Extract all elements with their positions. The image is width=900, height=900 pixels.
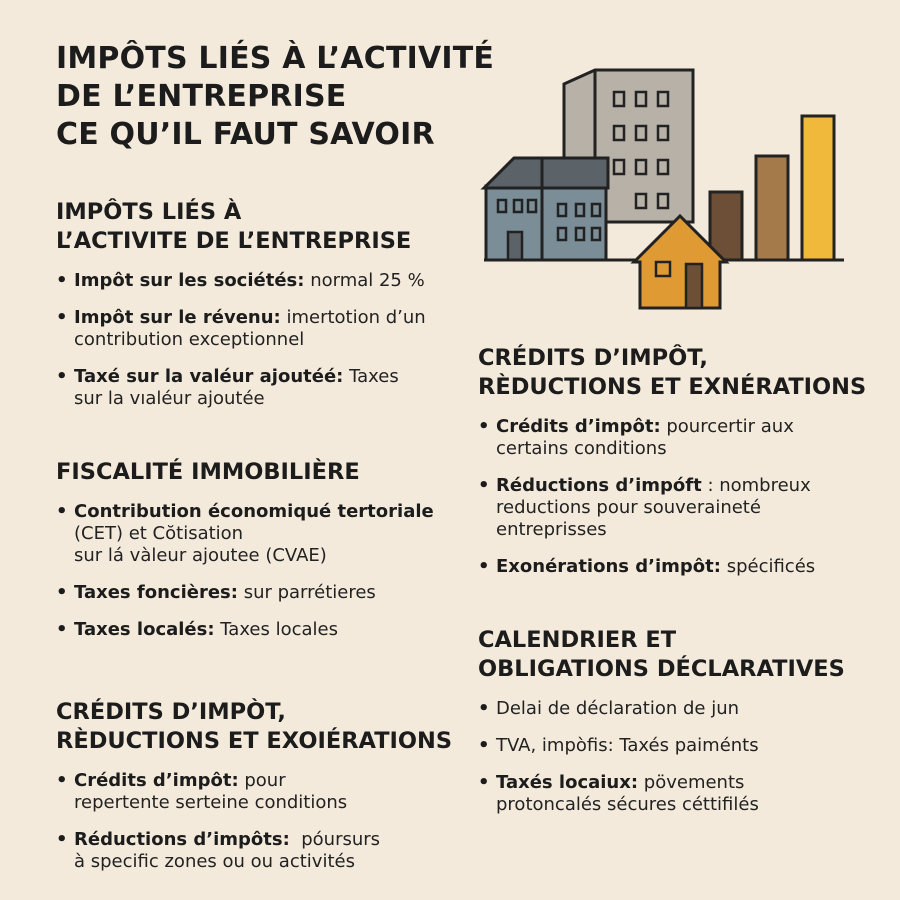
- heading-line: RÈDUCTIONS ET EXNÉRATIONS: [478, 374, 867, 400]
- bullet-list: [56, 501, 434, 641]
- page-title-line-3: CE QU’IL FAUT SAVOIR: [56, 117, 435, 152]
- item-desc: contribution exceptionnel: [74, 329, 305, 350]
- item-desc: sur la vıaléur ajoutée: [74, 388, 265, 409]
- section-calendrier: [478, 626, 845, 831]
- heading-line: L’ACTIVITE DE L’ENTREPRISE: [56, 228, 412, 254]
- item-label: Taxes foncières:: [74, 582, 238, 603]
- list-item: [478, 772, 845, 816]
- item-label: Réductions d’impóft: [496, 475, 702, 496]
- item-label: Contribution économiqué tertoriale: [74, 501, 434, 522]
- item-desc: : nombreux: [701, 475, 811, 496]
- item-desc: imertotion d’un: [280, 307, 426, 328]
- bullet-list: [478, 416, 866, 578]
- heading-line: CALENDRIER ET: [478, 627, 677, 653]
- item-desc: Taxes: [343, 366, 399, 387]
- item-desc: reductions pour souveraineté: [496, 497, 761, 518]
- page-title-line-2: DE L’ENTREPRISE: [56, 79, 347, 114]
- heading-line: IMPÔTS LIÉS À: [56, 199, 242, 225]
- item-desc: à specific zones ou ou activités: [74, 851, 355, 872]
- item-desc: pövements: [638, 772, 745, 793]
- section-heading: [56, 198, 426, 256]
- list-item: [56, 270, 426, 292]
- list-item: [478, 416, 866, 460]
- item-desc: póursurs: [289, 829, 381, 850]
- item-label: Réductions d’impôts:: [74, 829, 290, 850]
- list-item: [56, 829, 452, 873]
- section-heading: [56, 458, 434, 487]
- item-desc: pour: [238, 770, 286, 791]
- bullet-list: [478, 698, 845, 816]
- heading-line: CRÉDITS D’IMPÔT,: [478, 345, 708, 371]
- section-fiscalite-immobiliere: [56, 458, 434, 656]
- item-desc: sur lá vàleur ajoutee (CVAE): [74, 545, 327, 566]
- list-item: [56, 770, 452, 814]
- item-label: Impôt sur les sociétés:: [74, 270, 305, 291]
- list-item: [478, 475, 866, 541]
- list-item: [56, 619, 434, 641]
- list-item: [56, 501, 434, 567]
- bar-chart-icon: [710, 116, 834, 260]
- item-label: Taxes localés:: [74, 619, 215, 640]
- section-impots-activite: [56, 198, 426, 425]
- bullet-list: [56, 770, 452, 873]
- section-heading: [478, 344, 866, 402]
- item-desc: pourcertir aux: [660, 416, 794, 437]
- list-item: [478, 735, 845, 757]
- item-desc: repertente serteine conditions: [74, 792, 348, 813]
- list-item: [56, 582, 434, 604]
- item-label: Impôt sur le révenu:: [74, 307, 281, 328]
- item-desc: spécificés: [720, 556, 816, 577]
- heading-line: CRÉDITS D’IMPÒT,: [56, 699, 286, 725]
- heading-line: OBLIGATIONS DÉCLARATIVES: [478, 656, 845, 682]
- section-credits-left: [56, 698, 452, 888]
- heading-line: RÈDUCTIONS ET EXOIÉRATIONS: [56, 728, 453, 754]
- item-desc: (CET) et Cŏtisation: [74, 523, 244, 544]
- item-desc: entreprisses: [496, 519, 607, 540]
- list-item: [56, 366, 426, 410]
- item-desc: certains conditions: [496, 438, 667, 459]
- page-title-line-1: IMPÔTS LIÉS À L’ACTIVITÉ: [56, 41, 495, 76]
- buildings-chart-illustration: [480, 62, 850, 312]
- section-heading: [478, 626, 845, 684]
- item-desc: normal 25 %: [304, 270, 425, 291]
- item-desc: protoncalés sécures céttifilés: [496, 794, 759, 815]
- item-desc: TVA, impòfis: Taxés paiménts: [496, 735, 759, 756]
- section-heading: [56, 698, 452, 756]
- item-desc: Delai de déclaration de jun: [496, 698, 740, 719]
- section-credits-right: [478, 344, 866, 593]
- item-label: Crédits d’impôt:: [496, 416, 661, 437]
- bullet-list: [56, 270, 426, 410]
- item-desc: Taxes locales: [214, 619, 338, 640]
- item-label: Taxés locaiux:: [496, 772, 639, 793]
- item-label: Taxé sur la valéur ajoutéé:: [74, 366, 344, 387]
- item-label: Exonérations d’impôt:: [496, 556, 721, 577]
- list-item: [56, 307, 426, 351]
- list-item: [478, 556, 866, 578]
- heading-line: FISCALITÉ IMMOBILIÈRE: [56, 459, 360, 485]
- blue-house-icon: [484, 158, 608, 260]
- list-item: [478, 698, 845, 720]
- item-label: Crédits d’impôt:: [74, 770, 239, 791]
- item-desc: sur parrétieres: [237, 582, 376, 603]
- page-title: [56, 40, 496, 154]
